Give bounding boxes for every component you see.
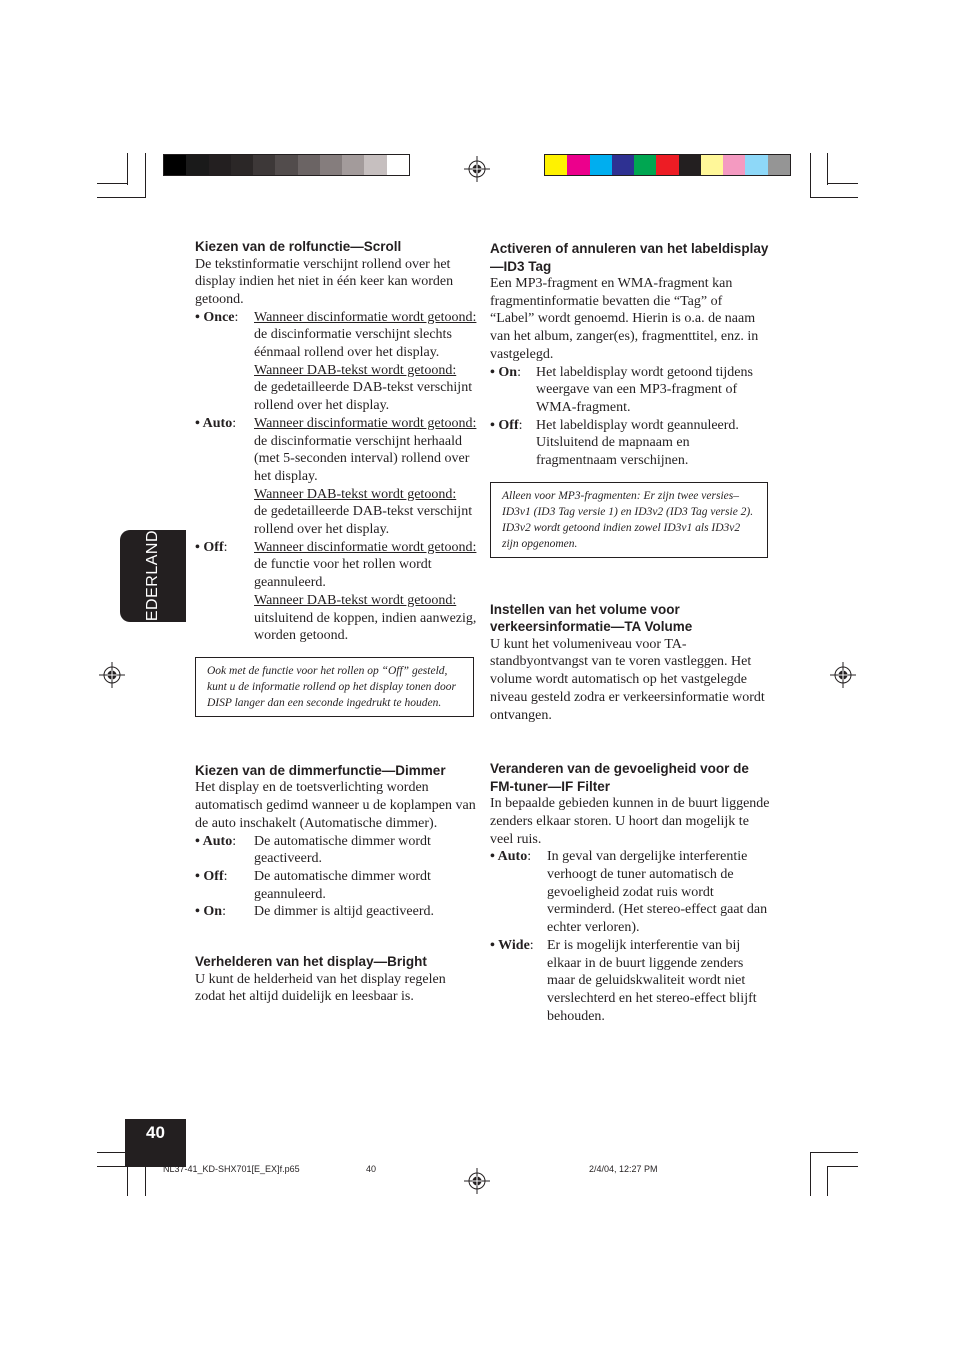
- section-heading: Verhelderen van het display—Bright: [195, 954, 427, 970]
- section-heading: Instellen van het volume voor verkeersinformatie—TA Volume: [490, 601, 693, 635]
- option-text: uitsluitend de koppen, indien aanwezig, worden getoond.: [254, 610, 477, 644]
- color-swatch: [231, 155, 253, 175]
- id3-section: [490, 240, 770, 558]
- footer-file: NL37-41_KD-SHX701[E_EX]f.p65: [163, 1164, 300, 1174]
- option-text: de gedetailleerde DAB-tekst verschijnt rollend over het display.: [254, 504, 473, 538]
- gray-calibration-bar: [163, 154, 410, 176]
- option-label: • On: [195, 904, 223, 920]
- page-number-box: [125, 1119, 186, 1167]
- section-intro: Het display en de toetsverlichting worden automatisch gedimd wanneer u de koplampen van de auto inschakelt (Automatische dimmer).: [195, 780, 476, 831]
- if-filter-section: [490, 760, 770, 1025]
- bright-section: [195, 953, 477, 1006]
- option-label: • Off: [195, 539, 224, 555]
- option-label: • Auto: [490, 849, 528, 865]
- option-once: • Once: Wanneer discinformatie wordt getoond: de discinformatie verschijnt slechts éénmaal rollend over het display.: [195, 309, 477, 361]
- section-heading: Kiezen van de rolfunctie—Scroll: [195, 239, 402, 254]
- condition-text: Wanneer DAB-tekst wordt getoond:: [254, 486, 457, 502]
- color-calibration-bar: [544, 154, 791, 176]
- option-label: • Wide: [490, 937, 530, 953]
- condition-text: Wanneer DAB-tekst wordt getoond:: [254, 592, 457, 608]
- option-text: de gedetailleerde DAB-tekst verschijnt rollend over het display.: [254, 380, 473, 414]
- right-column: [490, 240, 770, 1025]
- note-box: [195, 657, 474, 717]
- color-swatch: [342, 155, 364, 175]
- option-text: Het labeldisplay wordt getoond tijdens weergave van een MP3-fragment of WMA-fragment.: [536, 364, 753, 415]
- option-on: • On: De dimmer is altijd geactiveerd.: [195, 904, 434, 920]
- condition-text: Wanneer discinformatie wordt getoond:: [254, 309, 477, 325]
- option-wide: • Wide: Er is mogelijk interferentie van bij elkaar in de buurt liggende zenders maar de geluidskwaliteit wordt niet verslechterd en het stereo-effect blijft behouden.: [490, 937, 757, 1024]
- condition-text: Wanneer discinformatie wordt getoond:: [254, 539, 477, 555]
- color-swatch: [768, 155, 790, 175]
- registration-mark-icon: [464, 156, 490, 182]
- color-swatch: [320, 155, 342, 175]
- color-swatch: [612, 155, 634, 175]
- color-swatch: [745, 155, 767, 175]
- option-off: • Off: Het labeldisplay wordt geannuleerd. Uitsluitend de mapnaam en fragmentnaam verschijnen.: [490, 417, 739, 469]
- note-text: Alleen voor MP3-fragmenten: Er zijn twee versies–ID3v1 (ID3 Tag versie 1) en ID3v2 (ID3 Tag versie 2). ID3v2 wordt getoond indien zowel ID3v1 als ID3v2 zijn opgenomen.: [502, 489, 754, 550]
- condition-text: Wanneer discinformatie wordt getoond:: [254, 415, 477, 431]
- color-swatch: [364, 155, 386, 175]
- option-on: • On: Het labeldisplay wordt getoond tijdens weergave van een MP3-fragment of WMA-fragment.: [490, 364, 753, 415]
- option-label: • Auto: [195, 415, 233, 431]
- section-heading: Activeren of annuleren van het labeldisplay—ID3 Tag: [490, 241, 769, 274]
- scroll-section: [195, 238, 477, 717]
- left-column: [195, 238, 477, 1006]
- color-swatch: [545, 155, 567, 175]
- option-label: • Auto: [195, 833, 233, 849]
- dimmer-section: [195, 762, 477, 921]
- option-text: In geval van dergelijke interferentie verhoogt de tuner automatisch de gevoeligheid zodat ruis wordt verminderd. (Het stereo-effect gaat dan echter verloren).: [547, 849, 768, 936]
- option-off: • Off: De automatische dimmer wordt geannuleerd.: [195, 868, 431, 902]
- color-swatch: [634, 155, 656, 175]
- color-swatch: [164, 155, 186, 175]
- section-intro: U kunt het volumeniveau voor TA-standbyontvangst van te voren vastleggen. Het volume wordt automatisch op het vastgelegde niveau gesteld zodra er verkeersinformatie wordt ontvangen.: [490, 636, 765, 723]
- option-text: Het labeldisplay wordt geannuleerd. Uitsluitend de mapnaam en fragmentnaam verschijnen.: [536, 417, 739, 469]
- option-label: • Off: [195, 868, 224, 884]
- option-auto: • Auto: In geval van dergelijke interferentie verhoogt de tuner automatisch de gevoeligheid zodat ruis wordt verminderd. (Het stereo-effect gaat dan echter verloren).: [490, 849, 768, 936]
- option-off-dab: [195, 592, 477, 645]
- color-swatch: [656, 155, 678, 175]
- option-label: • Off: [490, 417, 519, 433]
- footer-page: 40: [366, 1164, 377, 1174]
- option-auto-dab: [195, 486, 477, 539]
- registration-mark-icon: [830, 662, 856, 688]
- color-swatch: [701, 155, 723, 175]
- color-swatch: [590, 155, 612, 175]
- note-text: Ook met de functie voor het rollen op “Off” gesteld, kunt u de informatie rollend op het display tonen door DISP langer dan een seconde ingedrukt te houden.: [207, 664, 457, 709]
- section-intro: In bepaalde gebieden kunnen in de buurt liggende zenders elkaar storen. U hoort dan mogelijk te veel ruis.: [490, 796, 770, 847]
- registration-mark-icon: [99, 662, 125, 688]
- option-once-dab: [195, 362, 477, 415]
- color-swatch: [186, 155, 208, 175]
- option-text: de discinformatie verschijnt herhaald (met 5-seconden interval) rollend over het display.: [254, 433, 470, 484]
- section-intro: De tekstinformatie verschijnt rollend over het display indien het niet in één keer kan worden getoond.: [195, 256, 454, 307]
- color-swatch: [723, 155, 745, 175]
- option-text: De automatische dimmer wordt geannuleerd.: [254, 868, 431, 902]
- option-text: De dimmer is altijd geactiveerd.: [254, 904, 434, 920]
- language-side-tab: [120, 518, 186, 634]
- option-text: De automatische dimmer wordt geactiveerd.: [254, 833, 431, 867]
- language-label: NEDERLANDS: [144, 518, 161, 634]
- ta-volume-section: [490, 601, 770, 725]
- condition-text: Wanneer DAB-tekst wordt getoond:: [254, 362, 457, 378]
- option-label: • On: [490, 364, 518, 380]
- section-heading: Veranderen van de gevoeligheid voor de FM-tuner—IF Filter: [490, 761, 749, 794]
- option-off: • Off: Wanneer discinformatie wordt getoond: de functie voor het rollen wordt geannuleerd.: [195, 539, 477, 591]
- page-number: 40: [146, 1123, 165, 1142]
- option-auto: • Auto: Wanneer discinformatie wordt getoond: de discinformatie verschijnt herhaald (met 5-seconden interval) rollend over het display.: [195, 415, 477, 484]
- color-swatch: [275, 155, 297, 175]
- color-swatch: [253, 155, 275, 175]
- color-swatch: [209, 155, 231, 175]
- option-text: de functie voor het rollen wordt geannuleerd.: [254, 557, 432, 591]
- note-box: [490, 482, 768, 558]
- option-auto: • Auto: De automatische dimmer wordt geactiveerd.: [195, 833, 431, 867]
- color-swatch: [567, 155, 589, 175]
- option-text: de discinformatie verschijnt slechts éénmaal rollend over het display.: [254, 327, 452, 361]
- section-heading: Kiezen van de dimmerfunctie—Dimmer: [195, 762, 446, 778]
- color-swatch: [679, 155, 701, 175]
- color-swatch: [387, 155, 409, 175]
- section-intro: U kunt de helderheid van het display regelen zodat het altijd duidelijk en leesbaar is.: [195, 971, 446, 1005]
- option-text: Er is mogelijk interferentie van bij elkaar in de buurt liggende zenders maar de geluidskwaliteit wordt niet verslechterd en het stereo-effect blijft behouden.: [547, 937, 757, 1024]
- color-swatch: [298, 155, 320, 175]
- option-label: • Once: [195, 309, 235, 325]
- registration-mark-icon: [464, 1168, 490, 1194]
- section-intro: Een MP3-fragment en WMA-fragment kan fragmentinformatie bevatten die “Tag” of “Label” wordt genoemd. Hierin is o.a. de naam van het album, zanger(es), fragmenttitel, enz. in vastgelegd.: [490, 276, 759, 362]
- footer-date: 2/4/04, 12:27 PM: [589, 1164, 658, 1174]
